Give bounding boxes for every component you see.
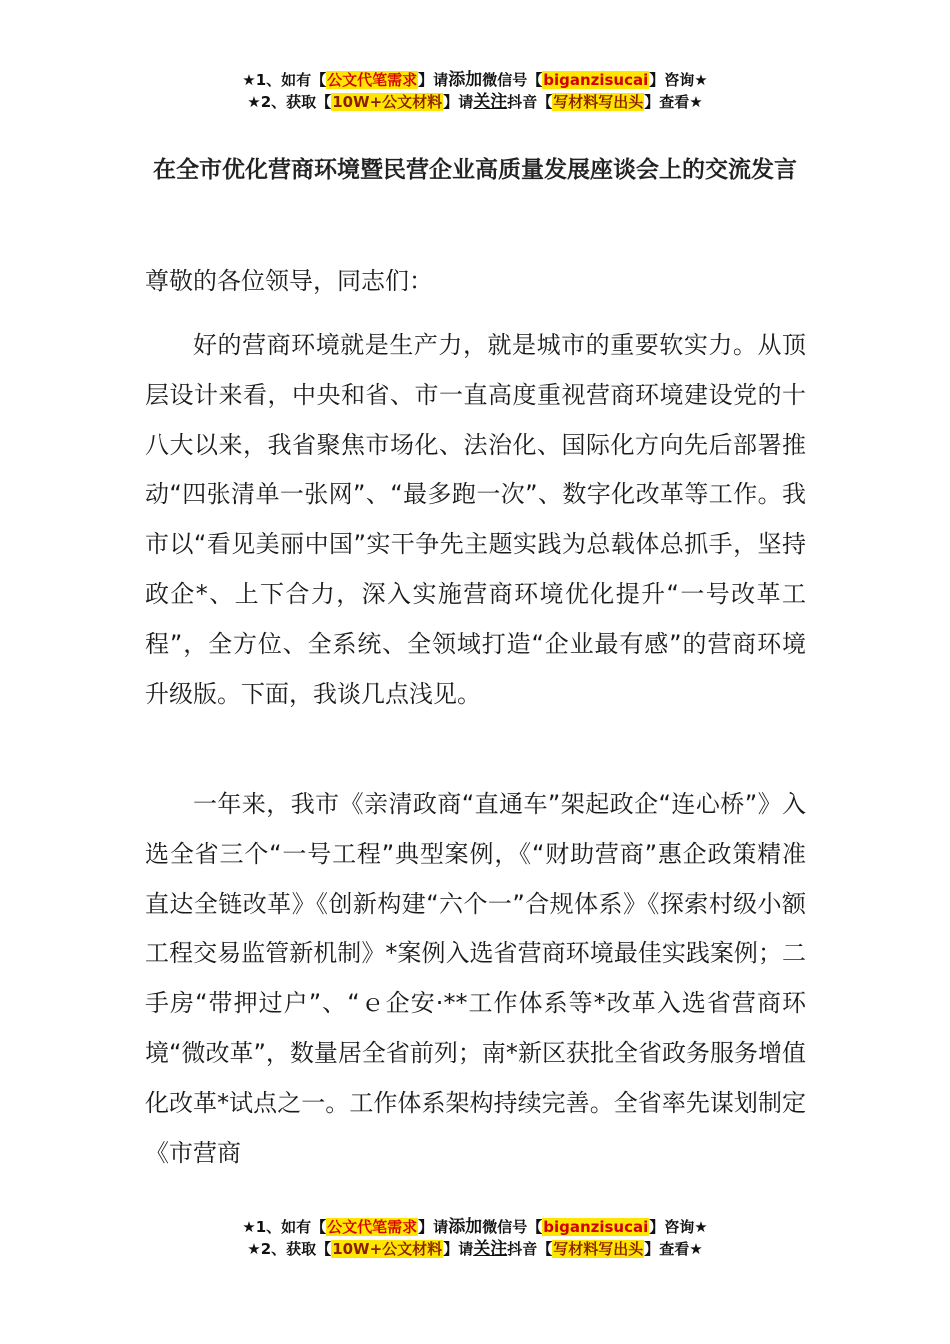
banner-line-2 — [0, 1238, 950, 1260]
banner-text: 抖音【 — [507, 1240, 553, 1258]
banner-text: ★1、如有【 — [242, 1218, 327, 1236]
paragraph-2: 一年来，我市《亲清政商“直通车”架起政企“连心桥”》入选全省三个“一号工程”典型案例，《“财助营商”惠企政策精准直达全链改革》《创新构建“六个一”合规体系》《探索村级小额工程交易监管新机制》*案例入选省营商环境最佳实践案例；二手房“带押过户”、“ｅ企安·**工作体系等*改革入选省营商环境“微改革”，数量居全省前列；南*新区获批全省政务服务增值化改革*试点之一。工作体系架构持续完善。全省率先谋划制定《市营商 — [145, 790, 806, 1167]
banner-line-1 — [0, 69, 950, 91]
banner-line-2 — [0, 91, 950, 113]
salutation: 尊敬的各位领导，同志们： — [145, 267, 433, 295]
top-banner — [0, 69, 950, 113]
bottom-banner — [0, 1216, 950, 1260]
banner-text: 】请 — [418, 71, 449, 89]
highlight-service: 公文代笔需求 — [327, 1218, 418, 1236]
banner-text: 】请 — [418, 1218, 449, 1236]
banner-text: ★2、获取【 — [247, 1240, 332, 1258]
banner-text: 】查看★ — [644, 1240, 703, 1258]
banner-text: 】请 — [443, 1240, 474, 1258]
banner-text: ★2、获取【 — [247, 93, 332, 111]
banner-emphasis: 添加 — [448, 1217, 483, 1237]
highlight-douyin: 写材料写出头 — [553, 1240, 644, 1258]
banner-emphasis: 关注 — [473, 92, 508, 112]
highlight-wechat-id: biganzisucai — [543, 71, 649, 89]
banner-emphasis: 关注 — [473, 1239, 508, 1259]
banner-text: 】咨询★ — [649, 1218, 708, 1236]
banner-text: 抖音【 — [507, 93, 553, 111]
highlight-douyin: 写材料写出头 — [553, 93, 644, 111]
banner-text: 】查看★ — [644, 93, 703, 111]
highlight-service: 公文代笔需求 — [327, 71, 418, 89]
banner-text: 微信号【 — [482, 71, 543, 89]
highlight-materials: 10W+公文材料 — [332, 93, 443, 111]
paragraph-1: 好的营商环境就是生产力，就是城市的重要软实力。从顶层设计来看，中央和省、市一直高度重视营商环境建设党的十八大以来，我省聚焦市场化、法治化、国际化方向先后部署推动“四张清单一张网”、“最多跑一次”、数字化改革等工作。我市以“看见美丽中国”实干争先主题实践为总载体总抓手，坚持政企*、上下合力，深入实施营商环境优化提升“一号改革工程”，全方位、全系统、全领域打造“企业最有感”的营商环境升级版。下面，我谈几点浅见。 — [145, 331, 806, 708]
highlight-materials: 10W+公文材料 — [332, 1240, 443, 1258]
banner-text: 微信号【 — [482, 1218, 543, 1236]
document-title: 在全市优化营商环境暨民营企业高质量发展座谈会上的交流发言 — [153, 157, 797, 183]
banner-line-1 — [0, 1216, 950, 1238]
banner-emphasis: 添加 — [448, 70, 483, 90]
highlight-wechat-id: biganzisucai — [543, 1218, 649, 1236]
banner-text: 】请 — [443, 93, 474, 111]
banner-text: ★1、如有【 — [242, 71, 327, 89]
banner-text: 】咨询★ — [649, 71, 708, 89]
